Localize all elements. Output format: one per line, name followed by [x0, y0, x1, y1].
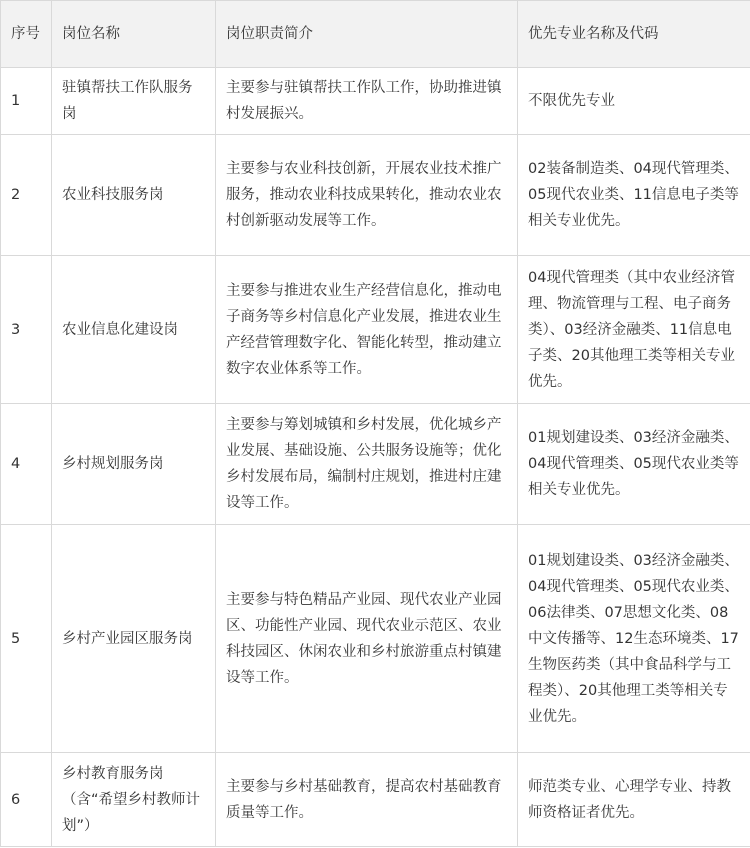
row-duty: 主要参与驻镇帮扶工作队工作，协助推进镇村发展振兴。 — [216, 68, 518, 135]
table-row — [1, 135, 750, 256]
row-position-name: 乡村教育服务岗（含“希望乡村教师计划”） — [52, 753, 216, 847]
table-row — [1, 753, 750, 847]
row-duty: 主要参与乡村基础教育，提高农村基础教育质量等工作。 — [216, 753, 518, 847]
row-majors: 01规划建设类、03经济金融类、04现代管理类、05现代农业类等相关专业优先。 — [518, 404, 750, 525]
row-index: 6 — [1, 753, 52, 847]
row-majors: 师范类专业、心理学专业、持教师资格证者优先。 — [518, 753, 750, 847]
table-row — [1, 404, 750, 525]
table-row — [1, 68, 750, 135]
row-index: 1 — [1, 68, 52, 135]
row-majors: 02装备制造类、04现代管理类、05现代农业类、11信息电子类等相关专业优先。 — [518, 135, 750, 256]
row-index: 2 — [1, 135, 52, 256]
row-duty: 主要参与推进农业生产经营信息化，推动电子商务等乡村信息化产业发展，推进农业生产经营管理数字化、智能化转型，推动建立数字农业体系等工作。 — [216, 256, 518, 404]
row-index: 3 — [1, 256, 52, 404]
row-position-name: 农业科技服务岗 — [52, 135, 216, 256]
header-position-name: 岗位名称 — [52, 1, 216, 68]
header-majors: 优先专业名称及代码 — [518, 1, 750, 68]
row-position-name: 驻镇帮扶工作队服务岗 — [52, 68, 216, 135]
row-majors: 不限优先专业 — [518, 68, 750, 135]
row-majors: 01规划建设类、03经济金融类、04现代管理类、05现代农业类、06法律类、07思想文化类、08中文传播等、12生态环境类、17生物医药类（其中食品科学与工程类）、20其他理工类等相关专业优先。 — [518, 525, 750, 753]
row-position-name: 乡村规划服务岗 — [52, 404, 216, 525]
header-duty: 岗位职责简介 — [216, 1, 518, 68]
row-duty: 主要参与特色精品产业园、现代农业产业园区、功能性产业园、现代农业示范区、农业科技园区、休闲农业和乡村旅游重点村镇建设等工作。 — [216, 525, 518, 753]
row-duty: 主要参与农业科技创新，开展农业技术推广服务，推动农业科技成果转化，推动农业农村创新驱动发展等工作。 — [216, 135, 518, 256]
row-majors: 04现代管理类（其中农业经济管理、物流管理与工程、电子商务类）、03经济金融类、11信息电子类、20其他理工类等相关专业优先。 — [518, 256, 750, 404]
row-index: 4 — [1, 404, 52, 525]
row-position-name: 乡村产业园区服务岗 — [52, 525, 216, 753]
row-index: 5 — [1, 525, 52, 753]
table-row — [1, 256, 750, 404]
table-row — [1, 525, 750, 753]
table-header-row — [1, 1, 750, 68]
row-duty: 主要参与筹划城镇和乡村发展，优化城乡产业发展、基础设施、公共服务设施等；优化乡村发展布局，编制村庄规划，推进村庄建设等工作。 — [216, 404, 518, 525]
row-position-name: 农业信息化建设岗 — [52, 256, 216, 404]
header-index: 序号 — [1, 1, 52, 68]
